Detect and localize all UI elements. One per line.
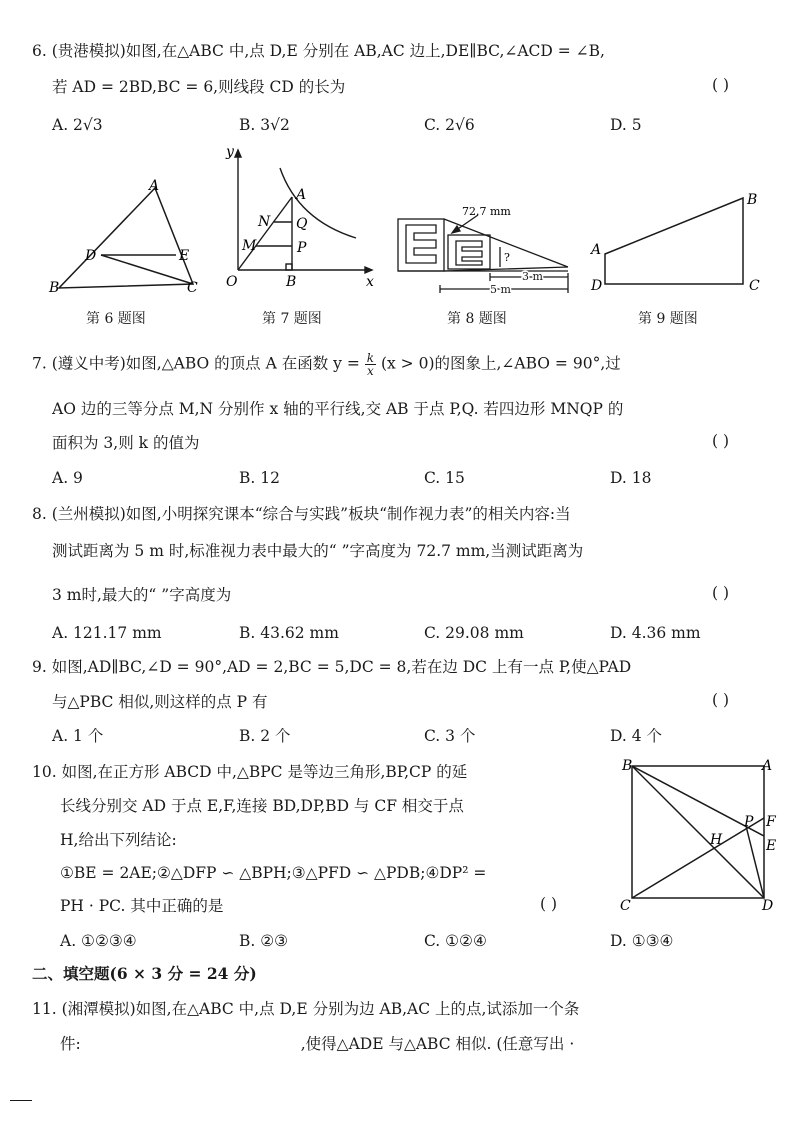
q9-option-c: C. 3 个 bbox=[424, 727, 476, 745]
q7-options bbox=[52, 467, 752, 489]
q8-option-a: A. 121.17 mm bbox=[52, 624, 162, 642]
q9-option-a: A. 1 个 bbox=[52, 727, 104, 745]
q11-line2-post: ,使得△ADE 与△ABC 相似. (任意写出 · bbox=[300, 1035, 575, 1053]
fig6-label-d: D bbox=[85, 248, 97, 264]
q10-line2: 长线分别交 AD 于点 E,F,连接 BD,DP,BD 与 CF 相交于点 bbox=[60, 797, 464, 815]
q8-answer-paren: ( ) bbox=[712, 584, 730, 602]
fig10-label-e: E bbox=[766, 838, 777, 854]
fig10-label-p: P bbox=[744, 814, 754, 830]
fig8-label-question: ? bbox=[504, 251, 510, 264]
q9-answer-paren: ( ) bbox=[712, 691, 730, 709]
fig6-label-a: A bbox=[149, 178, 160, 194]
q8-line1: 8. (兰州模拟)如图,小明探究课本“综合与实践”板块“制作视力表”的相关内容:当 bbox=[32, 505, 571, 523]
q6-line2: 若 AD = 2BD,BC = 6,则线段 CD 的长为 bbox=[52, 78, 346, 96]
q6-options bbox=[52, 114, 752, 136]
q7-fraction bbox=[365, 352, 376, 377]
q6-option-c: C. 2√6 bbox=[424, 116, 475, 134]
figure-10 bbox=[618, 756, 784, 916]
fig9-label-a: A bbox=[591, 242, 602, 258]
q7-line3: 面积为 3,则 k 的值为 bbox=[52, 434, 200, 452]
q10-option-b: B. ②③ bbox=[239, 932, 289, 950]
q8-options bbox=[52, 622, 752, 644]
q7-option-c: C. 15 bbox=[424, 469, 465, 487]
fig9-label-b: B bbox=[747, 192, 758, 208]
q10-option-a: A. ①②③④ bbox=[60, 932, 137, 950]
q6-option-a: A. 2√3 bbox=[52, 116, 103, 134]
q7-answer-paren: ( ) bbox=[712, 432, 730, 450]
fig7-label-m: M bbox=[242, 238, 257, 254]
q6-option-d: D. 5 bbox=[610, 116, 642, 134]
fig6-label-e: E bbox=[179, 248, 190, 264]
q6-answer-paren: ( ) bbox=[712, 76, 730, 94]
q9-line2: 与△PBC 相似,则这样的点 P 有 bbox=[52, 693, 268, 711]
q10-option-d: D. ①③④ bbox=[610, 932, 674, 950]
fig10-label-f: F bbox=[766, 814, 776, 830]
page-bottom-dash bbox=[10, 1100, 32, 1101]
q7-option-d: D. 18 bbox=[610, 469, 652, 487]
fig10-label-a: A bbox=[762, 758, 773, 774]
q11-line2-pre: 件: bbox=[60, 1035, 81, 1053]
q7-frac-numerator: k bbox=[366, 351, 375, 365]
q8-option-c: C. 29.08 mm bbox=[424, 624, 524, 642]
fig7-label-x: x bbox=[366, 274, 374, 290]
q10-line5: PH · PC. 其中正确的是 bbox=[60, 897, 224, 915]
fig8-label-height: 72.7 mm bbox=[462, 205, 511, 218]
q10-line1: 10. 如图,在正方形 ABCD 中,△BPC 是等边三角形,BP,CP 的延 bbox=[32, 763, 468, 781]
fig7-label-a: A bbox=[296, 187, 307, 203]
q8-option-b: B. 43.62 mm bbox=[239, 624, 339, 642]
q6-line1: 6. (贵港模拟)如图,在△ABC 中,点 D,E 分别在 AB,AC 边上,DE∥BC,∠ACD = ∠B, bbox=[32, 42, 605, 60]
q7-line1 bbox=[32, 352, 621, 377]
q8-line3: 3 m时,最大的“ ”字高度为 bbox=[52, 586, 232, 604]
section-title: 二、填空题(6 × 3 分 = 24 分) bbox=[32, 964, 257, 983]
figure-6 bbox=[45, 172, 215, 302]
fig8-caption: 第 8 题图 bbox=[447, 311, 507, 327]
fig6-caption: 第 6 题图 bbox=[86, 311, 146, 327]
fig9-caption: 第 9 题图 bbox=[638, 311, 698, 327]
figure-9 bbox=[585, 188, 770, 300]
figure-7 bbox=[222, 142, 387, 298]
fig8-label-5m: 5 m bbox=[490, 283, 511, 296]
q7-option-b: B. 12 bbox=[239, 469, 280, 487]
q10-line4: ①BE = 2AE;②△DFP ∽ △BPH;③△PFD ∽ △PDB;④DP² = bbox=[60, 864, 487, 882]
fig7-caption: 第 7 题图 bbox=[262, 311, 322, 327]
q11-line2 bbox=[60, 1033, 574, 1055]
q7-line1-post: (x > 0)的图象上,∠ABO = 90°,过 bbox=[380, 354, 621, 373]
fig7-label-q: Q bbox=[296, 216, 308, 232]
fig7-label-y: y bbox=[226, 144, 234, 160]
q7-line2: AO 边的三等分点 M,N 分别作 x 轴的平行线,交 AB 于点 P,Q. 若四边形 MNQP 的 bbox=[52, 400, 624, 418]
fig6-label-c: C bbox=[187, 280, 198, 296]
q10-option-c: C. ①②④ bbox=[424, 932, 487, 950]
figure-8 bbox=[396, 205, 576, 300]
fig10-label-d: D bbox=[762, 898, 774, 914]
q9-options bbox=[52, 725, 752, 747]
q8-option-d: D. 4.36 mm bbox=[610, 624, 701, 642]
q7-option-a: A. 9 bbox=[52, 469, 83, 487]
fig9-label-d: D bbox=[591, 278, 603, 294]
q10-options bbox=[60, 930, 750, 952]
q9-option-b: B. 2 个 bbox=[239, 727, 291, 745]
q10-line3: H,给出下列结论: bbox=[60, 831, 177, 849]
fig10-label-b: B bbox=[622, 758, 633, 774]
q11-line1: 11. (湘潭模拟)如图,在△ABC 中,点 D,E 分别为边 AB,AC 上的点,试添加一个条 bbox=[32, 1000, 580, 1018]
fig10-label-h: H bbox=[710, 832, 723, 848]
q8-line2: 测试距离为 5 m 时,标准视力表中最大的“ ”字高度为 72.7 mm,当测试距离为 bbox=[52, 542, 584, 560]
fig7-label-b: B bbox=[286, 274, 297, 290]
q7-line1-pre: 7. (遵义中考)如图,△ABO 的顶点 A 在函数 y = bbox=[32, 354, 360, 373]
fig7-label-o: O bbox=[226, 274, 238, 290]
q9-option-d: D. 4 个 bbox=[610, 727, 663, 745]
q6-option-b: B. 3√2 bbox=[239, 116, 290, 134]
fig8-label-3m: 3 m bbox=[522, 270, 543, 283]
fig7-label-p: P bbox=[297, 240, 307, 256]
q7-frac-denominator: x bbox=[367, 364, 374, 378]
fig10-label-c: C bbox=[620, 898, 631, 914]
fig9-label-c: C bbox=[749, 278, 760, 294]
fig6-label-b: B bbox=[49, 280, 60, 296]
fig7-label-n: N bbox=[258, 214, 271, 230]
q10-answer-paren: ( ) bbox=[540, 895, 558, 913]
q9-line1: 9. 如图,AD∥BC,∠D = 90°,AD = 2,BC = 5,DC = 8,若在边 DC 上有一点 P,使△PAD bbox=[32, 658, 632, 676]
